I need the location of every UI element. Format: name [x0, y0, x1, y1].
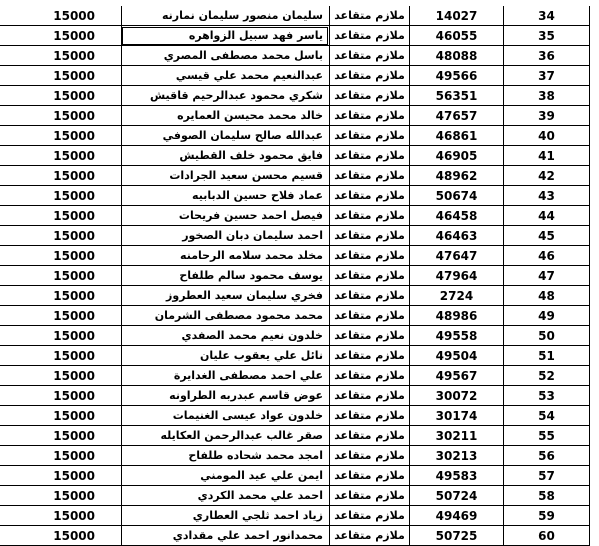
- name-cell[interactable]: مخلد محمد سلامه الرحامنه: [121, 246, 329, 266]
- military-id-cell[interactable]: 46458: [409, 206, 503, 226]
- name-cell[interactable]: عبدالنعيم محمد علي قيسي: [121, 66, 329, 86]
- row-number-cell[interactable]: 56: [503, 446, 590, 466]
- military-id-cell[interactable]: 47964: [409, 266, 503, 286]
- amount-cell[interactable]: 15000: [0, 326, 121, 346]
- row-number-cell[interactable]: 57: [503, 466, 590, 486]
- table-row: [0, 486, 590, 506]
- amount-cell[interactable]: 15000: [0, 6, 121, 26]
- table-row: [0, 286, 590, 306]
- name-cell[interactable]: فايق محمود خلف القطيش: [121, 146, 329, 166]
- amount-cell[interactable]: 15000: [0, 206, 121, 226]
- table-row: [0, 446, 590, 466]
- rank-cell[interactable]: ملازم متقاعد: [329, 6, 409, 26]
- amount-cell[interactable]: 15000: [0, 186, 121, 206]
- amount-cell[interactable]: 15000: [0, 26, 121, 46]
- rank-cell[interactable]: ملازم متقاعد: [329, 66, 409, 86]
- rank-cell[interactable]: ملازم متقاعد: [329, 206, 409, 226]
- table-row: [0, 126, 590, 146]
- rank-cell[interactable]: ملازم متقاعد: [329, 186, 409, 206]
- table-row: [0, 346, 590, 366]
- row-number-cell[interactable]: 40: [503, 126, 590, 146]
- row-number-cell[interactable]: 41: [503, 146, 590, 166]
- rank-cell[interactable]: ملازم متقاعد: [329, 86, 409, 106]
- rank-cell[interactable]: ملازم متقاعد: [329, 266, 409, 286]
- name-cell[interactable]: صقر غالب عبدالرحمن العكايله: [121, 426, 329, 446]
- row-number-cell[interactable]: 38: [503, 86, 590, 106]
- table-row: [0, 206, 590, 226]
- military-id-cell[interactable]: 49566: [409, 66, 503, 86]
- name-cell[interactable]: محمدانور احمد علي مقدادي: [121, 526, 329, 546]
- military-id-cell[interactable]: 49558: [409, 326, 503, 346]
- table-row: [0, 306, 590, 326]
- name-cell[interactable]: فخري سليمان سعيد العطروز: [121, 286, 329, 306]
- amount-cell[interactable]: 15000: [0, 466, 121, 486]
- military-id-cell[interactable]: 49583: [409, 466, 503, 486]
- row-number-cell[interactable]: 48: [503, 286, 590, 306]
- table-row: [0, 366, 590, 386]
- name-cell[interactable]: زياد احمد ثلجي العطاري: [121, 506, 329, 526]
- row-number-cell[interactable]: 45: [503, 226, 590, 246]
- military-id-cell[interactable]: 49567: [409, 366, 503, 386]
- name-cell[interactable]: خلدون عواد عيسى الغنيمات: [121, 406, 329, 426]
- table-row: [0, 46, 590, 66]
- amount-cell[interactable]: 15000: [0, 306, 121, 326]
- table-row: [0, 386, 590, 406]
- name-cell[interactable]: علي احمد مصطفى الغدايرة: [121, 366, 329, 386]
- amount-cell[interactable]: 15000: [0, 426, 121, 446]
- military-id-cell[interactable]: 14027: [409, 6, 503, 26]
- amount-cell[interactable]: 15000: [0, 406, 121, 426]
- rank-cell[interactable]: ملازم متقاعد: [329, 166, 409, 186]
- row-number-cell[interactable]: 36: [503, 46, 590, 66]
- military-id-cell[interactable]: 47657: [409, 106, 503, 126]
- amount-cell[interactable]: 15000: [0, 226, 121, 246]
- military-id-cell[interactable]: 48962: [409, 166, 503, 186]
- military-id-cell[interactable]: 30072: [409, 386, 503, 406]
- amount-cell[interactable]: 15000: [0, 46, 121, 66]
- amount-cell[interactable]: 15000: [0, 166, 121, 186]
- rank-cell[interactable]: ملازم متقاعد: [329, 126, 409, 146]
- military-id-cell[interactable]: 30211: [409, 426, 503, 446]
- name-cell[interactable]: شكري محمود عبدالرحيم قاقيش: [121, 86, 329, 106]
- rank-cell[interactable]: ملازم متقاعد: [329, 526, 409, 546]
- military-id-cell[interactable]: 46055: [409, 26, 503, 46]
- name-cell[interactable]: يوسف محمود سالم طلفاح: [121, 266, 329, 286]
- row-number-cell[interactable]: 42: [503, 166, 590, 186]
- table-row: [0, 466, 590, 486]
- table-row: [0, 6, 590, 26]
- military-id-cell[interactable]: 48088: [409, 46, 503, 66]
- row-number-cell[interactable]: 53: [503, 386, 590, 406]
- rank-cell[interactable]: ملازم متقاعد: [329, 286, 409, 306]
- name-cell[interactable]: ايمن علي عيد المومني: [121, 466, 329, 486]
- row-number-cell[interactable]: 37: [503, 66, 590, 86]
- name-cell[interactable]: احمد علي محمد الكردي: [121, 486, 329, 506]
- military-id-cell[interactable]: 48986: [409, 306, 503, 326]
- name-cell[interactable]: عوض قاسم عبدربه الطراونه: [121, 386, 329, 406]
- military-id-cell[interactable]: 50724: [409, 486, 503, 506]
- name-cell[interactable]: نائل علي يعقوب عليان: [121, 346, 329, 366]
- amount-cell[interactable]: 15000: [0, 126, 121, 146]
- name-cell[interactable]: خلدون نعيم محمد الصفدي: [121, 326, 329, 346]
- rank-cell[interactable]: ملازم متقاعد: [329, 46, 409, 66]
- table-row: [0, 226, 590, 246]
- rank-cell[interactable]: ملازم متقاعد: [329, 506, 409, 526]
- row-number-cell[interactable]: 43: [503, 186, 590, 206]
- amount-cell[interactable]: 15000: [0, 526, 121, 546]
- amount-cell[interactable]: 15000: [0, 446, 121, 466]
- table-row: [0, 106, 590, 126]
- name-cell[interactable]: خالد محمد محيسن العمايره: [121, 106, 329, 126]
- name-cell[interactable]: محمد محمود مصطفى الشرمان: [121, 306, 329, 326]
- table-row: [0, 406, 590, 426]
- rank-cell[interactable]: ملازم متقاعد: [329, 466, 409, 486]
- name-cell[interactable]: قسيم محسن سعيد الجرادات: [121, 166, 329, 186]
- name-cell[interactable]: فيصل احمد حسين فريحات: [121, 206, 329, 226]
- military-id-cell[interactable]: 46905: [409, 146, 503, 166]
- amount-cell[interactable]: 15000: [0, 266, 121, 286]
- row-number-cell[interactable]: 60: [503, 526, 590, 546]
- military-id-cell[interactable]: 49504: [409, 346, 503, 366]
- row-number-cell[interactable]: 54: [503, 406, 590, 426]
- military-id-cell[interactable]: 46463: [409, 226, 503, 246]
- amount-cell[interactable]: 15000: [0, 386, 121, 406]
- row-number-cell[interactable]: 34: [503, 6, 590, 26]
- table-row: [0, 66, 590, 86]
- row-number-cell[interactable]: 58: [503, 486, 590, 506]
- table-row: [0, 426, 590, 446]
- military-id-cell[interactable]: 2724: [409, 286, 503, 306]
- amount-cell[interactable]: 15000: [0, 66, 121, 86]
- rank-cell[interactable]: ملازم متقاعد: [329, 426, 409, 446]
- row-number-cell[interactable]: 55: [503, 426, 590, 446]
- military-id-cell[interactable]: 49469: [409, 506, 503, 526]
- amount-cell[interactable]: 15000: [0, 146, 121, 166]
- amount-cell[interactable]: 15000: [0, 346, 121, 366]
- row-number-cell[interactable]: 49: [503, 306, 590, 326]
- name-cell[interactable]: عماد فلاح حسين الدبابيه: [121, 186, 329, 206]
- row-number-cell[interactable]: 51: [503, 346, 590, 366]
- rank-cell[interactable]: ملازم متقاعد: [329, 306, 409, 326]
- rank-cell[interactable]: ملازم متقاعد: [329, 406, 409, 426]
- rank-cell[interactable]: ملازم متقاعد: [329, 326, 409, 346]
- table-row: [0, 166, 590, 186]
- military-id-cell[interactable]: 46861: [409, 126, 503, 146]
- rank-cell[interactable]: ملازم متقاعد: [329, 366, 409, 386]
- name-cell[interactable]: احمد سليمان دبان الصخور: [121, 226, 329, 246]
- name-cell[interactable]: ياسر فهد سبيل الزواهره: [121, 26, 329, 46]
- name-cell[interactable]: باسل محمد مصطفى المصري: [121, 46, 329, 66]
- row-number-cell[interactable]: 59: [503, 506, 590, 526]
- name-cell[interactable]: عبدالله صالح سليمان الصوفي: [121, 126, 329, 146]
- military-id-cell[interactable]: 56351: [409, 86, 503, 106]
- amount-cell[interactable]: 15000: [0, 246, 121, 266]
- military-id-cell[interactable]: 50725: [409, 526, 503, 546]
- rank-cell[interactable]: ملازم متقاعد: [329, 386, 409, 406]
- amount-cell[interactable]: 15000: [0, 86, 121, 106]
- amount-cell[interactable]: 15000: [0, 486, 121, 506]
- military-id-cell[interactable]: 47647: [409, 246, 503, 266]
- table-row: [0, 146, 590, 166]
- row-number-cell[interactable]: 52: [503, 366, 590, 386]
- row-number-cell[interactable]: 50: [503, 326, 590, 346]
- rank-cell[interactable]: ملازم متقاعد: [329, 146, 409, 166]
- rank-cell[interactable]: ملازم متقاعد: [329, 486, 409, 506]
- name-cell[interactable]: امجد محمد شحاده طلفاح: [121, 446, 329, 466]
- amount-cell[interactable]: 15000: [0, 366, 121, 386]
- rank-cell[interactable]: ملازم متقاعد: [329, 246, 409, 266]
- rank-cell[interactable]: ملازم متقاعد: [329, 226, 409, 246]
- military-id-cell[interactable]: 30213: [409, 446, 503, 466]
- row-number-cell[interactable]: 44: [503, 206, 590, 226]
- military-id-cell[interactable]: 50674: [409, 186, 503, 206]
- row-number-cell[interactable]: 35: [503, 26, 590, 46]
- military-id-cell[interactable]: 30174: [409, 406, 503, 426]
- table-row: [0, 86, 590, 106]
- table-row: [0, 326, 590, 346]
- amount-cell[interactable]: 15000: [0, 506, 121, 526]
- rank-cell[interactable]: ملازم متقاعد: [329, 346, 409, 366]
- rank-cell[interactable]: ملازم متقاعد: [329, 106, 409, 126]
- table-row: [0, 526, 590, 546]
- rank-cell[interactable]: ملازم متقاعد: [329, 26, 409, 46]
- row-number-cell[interactable]: 47: [503, 266, 590, 286]
- table-row: [0, 186, 590, 206]
- row-number-cell[interactable]: 46: [503, 246, 590, 266]
- row-number-cell[interactable]: 39: [503, 106, 590, 126]
- table-row: [0, 246, 590, 266]
- name-cell[interactable]: سليمان منصور سليمان نمارنه: [121, 6, 329, 26]
- amount-cell[interactable]: 15000: [0, 106, 121, 126]
- table-row: [0, 266, 590, 286]
- table-row: [0, 26, 590, 46]
- rank-cell[interactable]: ملازم متقاعد: [329, 446, 409, 466]
- table-row: [0, 506, 590, 526]
- amount-cell[interactable]: 15000: [0, 286, 121, 306]
